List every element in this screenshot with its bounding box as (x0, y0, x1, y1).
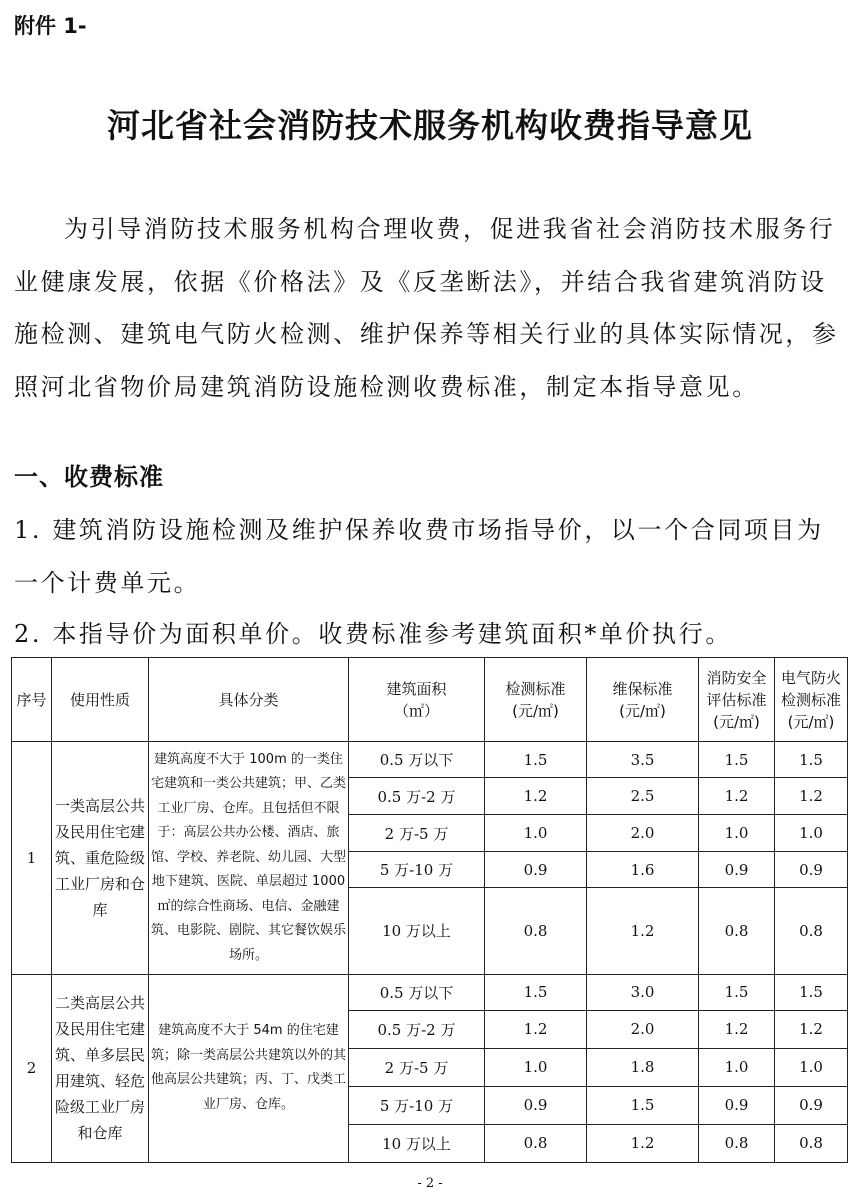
cell-inspect: 0.9 (485, 852, 587, 888)
cell-inspect: 0.8 (485, 1124, 587, 1162)
group-usage: 二类高层公共及民用住宅建筑、单多层民用建筑、轻危险级工业厂房和仓库 (52, 974, 149, 1162)
cell-safety: 1.0 (699, 1048, 775, 1086)
cell-inspect: 1.2 (485, 1010, 587, 1048)
cell-elec: 1.0 (775, 815, 848, 852)
header-elec (775, 658, 848, 742)
cell-inspect: 1.2 (485, 778, 587, 815)
fee-table (11, 657, 848, 1163)
header-elec-label-1: 电气防火 (780, 668, 841, 687)
cell-maint: 2.0 (587, 815, 699, 852)
paragraph-item-2: 2. 本指导价为面积单价。收费标准参考建筑面积*单价执行。 (14, 620, 732, 648)
cell-elec: 0.9 (775, 852, 848, 888)
page-number: - 2 - (417, 1176, 443, 1191)
header-inspect (485, 658, 587, 742)
header-area-label: 建筑面积 (386, 679, 447, 698)
cell-inspect: 1.0 (485, 1048, 587, 1086)
header-maint-label: 维保标准 (612, 679, 673, 698)
cell-area: 5 万-10 万 (349, 852, 485, 888)
cell-maint: 1.8 (587, 1048, 699, 1086)
table-row (12, 974, 848, 1010)
cell-maint: 3.5 (587, 742, 699, 778)
header-inspect-unit: (元/㎡) (512, 701, 559, 720)
group-seq: 1 (12, 742, 52, 975)
cell-maint: 2.0 (587, 1010, 699, 1048)
header-maint-unit: (元/㎡) (619, 701, 666, 720)
cell-maint: 2.5 (587, 778, 699, 815)
header-elec-label-2: 检测标准 (780, 690, 841, 709)
cell-elec: 1.5 (775, 742, 848, 778)
cell-safety: 1.2 (699, 1010, 775, 1048)
cell-maint: 3.0 (587, 974, 699, 1010)
header-classification: 具体分类 (149, 658, 349, 742)
cell-inspect: 1.0 (485, 815, 587, 852)
header-safety-label-2: 评估标准 (706, 690, 767, 709)
header-area-unit: （㎡） (393, 701, 439, 720)
cell-area: 0.5 万-2 万 (349, 778, 485, 815)
cell-area: 10 万以上 (349, 888, 485, 974)
cell-elec: 1.0 (775, 1048, 848, 1086)
intro-paragraph: 为引导消防技术服务机构合理收费，促进我省社会消防技术服务行业健康发展，依据《价格法》及《反垄断法》，并结合我省建筑消防设施检测、建筑电气防火检测、维护保养等相关行业的具体实际情况，参照河北省物价局建筑消防设施检测收费标准，制定本指导意见。 (14, 215, 839, 401)
cell-area: 0.5 万-2 万 (349, 1010, 485, 1048)
header-usage: 使用性质 (52, 658, 149, 742)
cell-maint: 1.2 (587, 888, 699, 974)
header-safety (699, 658, 775, 742)
cell-elec: 1.2 (775, 778, 848, 815)
header-seq: 序号 (12, 658, 52, 742)
attachment-label: 附件 1- (14, 14, 87, 38)
cell-inspect: 1.5 (485, 742, 587, 778)
cell-safety: 1.5 (699, 742, 775, 778)
cell-inspect: 1.5 (485, 974, 587, 1010)
cell-elec: 1.2 (775, 1010, 848, 1048)
cell-safety: 1.2 (699, 778, 775, 815)
cell-elec: 1.5 (775, 974, 848, 1010)
header-safety-unit: (元/㎡) (713, 712, 760, 731)
cell-area: 5 万-10 万 (349, 1086, 485, 1124)
group-classification: 建筑高度不大于 100m 的一类住宅建筑和一类公共建筑；甲、乙类工业厂房、仓库。且包括但不限于：高层公共办公楼、酒店、旅馆、学校、养老院、幼儿园、大型地下建筑、医院、单层超过 1000 ㎡的综合性商场、电信、金融建筑、电影院、剧院、其它餐饮娱乐场所。 (149, 742, 349, 975)
header-elec-unit: (元/㎡) (787, 712, 835, 731)
group-seq: 2 (12, 974, 52, 1162)
cell-safety: 1.5 (699, 974, 775, 1010)
cell-elec: 0.8 (775, 1124, 848, 1162)
cell-safety: 0.9 (699, 1086, 775, 1124)
cell-safety: 0.8 (699, 1124, 775, 1162)
cell-inspect: 0.9 (485, 1086, 587, 1124)
table-header-row (12, 658, 848, 742)
cell-safety: 0.8 (699, 888, 775, 974)
cell-elec: 0.8 (775, 888, 848, 974)
section-heading-fee-standard: 一、收费标准 (14, 463, 164, 491)
cell-maint: 1.2 (587, 1124, 699, 1162)
document-title: 河北省社会消防技术服务机构收费指导意见 (107, 106, 753, 145)
cell-inspect: 0.8 (485, 888, 587, 974)
cell-area: 0.5 万以下 (349, 742, 485, 778)
header-area (349, 658, 485, 742)
cell-area: 10 万以上 (349, 1124, 485, 1162)
group-classification: 建筑高度不大于 54m 的住宅建筑；除一类高层公共建筑以外的其他高层公共建筑；丙、丁、戊类工业厂房、仓库。 (149, 974, 349, 1162)
cell-safety: 0.9 (699, 852, 775, 888)
cell-maint: 1.5 (587, 1086, 699, 1124)
table-row (12, 742, 848, 778)
cell-area: 2 万-5 万 (349, 1048, 485, 1086)
cell-safety: 1.0 (699, 815, 775, 852)
cell-maint: 1.6 (587, 852, 699, 888)
group-usage: 一类高层公共及民用住宅建筑、重危险级工业厂房和仓库 (52, 742, 149, 975)
cell-area: 0.5 万以下 (349, 974, 485, 1010)
cell-elec: 0.9 (775, 1086, 848, 1124)
header-maint (587, 658, 699, 742)
cell-area: 2 万-5 万 (349, 815, 485, 852)
header-inspect-label: 检测标准 (505, 679, 566, 698)
header-safety-label-1: 消防安全 (706, 668, 767, 687)
paragraph-item-1: 1. 建筑消防设施检测及维护保养收费市场指导价，以一个合同项目为一个计费单元。 (14, 516, 824, 597)
